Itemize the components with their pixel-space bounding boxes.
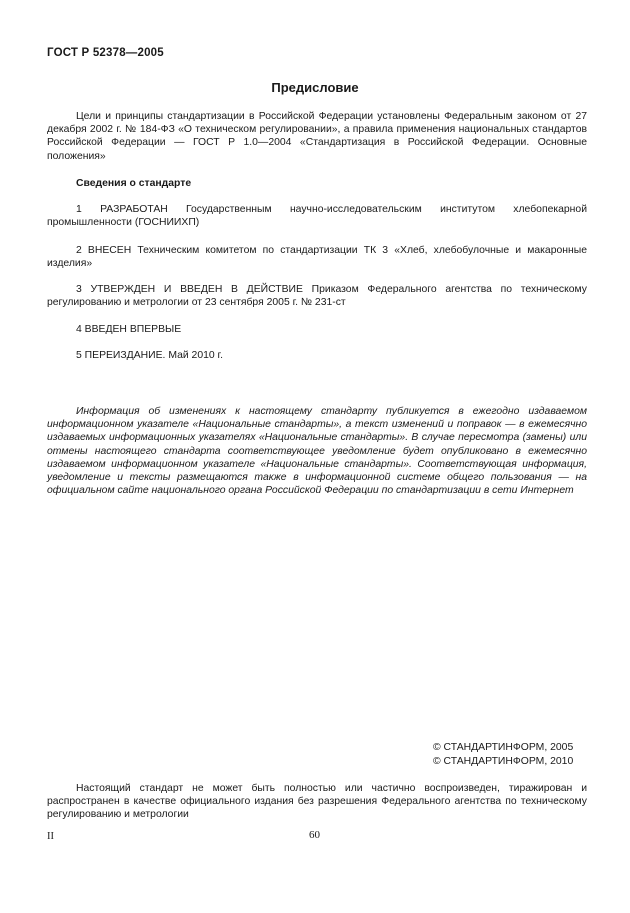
standard-info-item-2: 2 ВНЕСЕН Техническим комитетом по стандартизации ТК 3 «Хлеб, хлебобулочные и макаронные изделия»: [47, 245, 587, 270]
page-title: Предисловие: [271, 80, 359, 95]
copyright-line-2005: © СТАНДАРТИНФОРМ, 2005: [433, 742, 574, 753]
reproduction-notice: Настоящий стандарт не может быть полностью или частично воспроизведен, тиражирован и распространен в качестве официального издания без разрешения Федерального агентства по техническому регулированию и метрологии: [47, 783, 587, 821]
section-heading: Сведения о стандарте: [76, 178, 192, 189]
standard-info-item-4: 4 ВВЕДЕН ВПЕРВЫЕ: [76, 324, 182, 335]
amendments-info-note: Информация об изменениях к настоящему стандарту публикуется в ежегодно издаваемом информационном указателе «Национальные стандарты», а текст изменений и поправок — в ежемесячно издаваемых информационных указателях «Национальные стандарты». В случае пересмотра (замены) или отмены настоящего стандарта соответствующее уведомление будет опубликовано в ежемесячно издаваемом информационном указателе «Национальные стандарты». Соответствующая информация, уведомление и тексты размещаются также в информационной системе общего пользования — на официальном сайте национального органа Российской Федерации по стандартизации в сети Интернет: [47, 406, 587, 497]
standard-info-item-1: 1 РАЗРАБОТАН Государственным научно-исследовательским институтом хлебопекарной промышленности (ГОСНИИХП): [47, 204, 587, 229]
intro-paragraph: Цели и принципы стандартизации в Российской Федерации установлены Федеральным законом от 27 декабря 2002 г. № 184-ФЗ «О техническом регулировании», а правила применения национальных стандартов Российской Федерации — ГОСТ Р 1.0—2004 «Стандартизация в Российской Федерации. Основные положения»: [47, 111, 587, 162]
copyright-block: [433, 741, 593, 768]
roman-page-number: II: [47, 831, 54, 842]
standard-info-item-3: 3 УТВЕРЖДЕН И ВВЕДЕН В ДЕЙСТВИЕ Приказом Федерального агентства по техническому регулированию и метрологии от 23 сентября 2005 г. № 231-ст: [47, 284, 587, 309]
standard-info-item-5: 5 ПЕРЕИЗДАНИЕ. Май 2010 г.: [76, 350, 223, 361]
copyright-line-2010: © СТАНДАРТИНФОРМ, 2010: [433, 755, 574, 767]
document-code-header: ГОСТ Р 52378—2005: [47, 47, 164, 59]
page-number: 60: [309, 829, 320, 841]
